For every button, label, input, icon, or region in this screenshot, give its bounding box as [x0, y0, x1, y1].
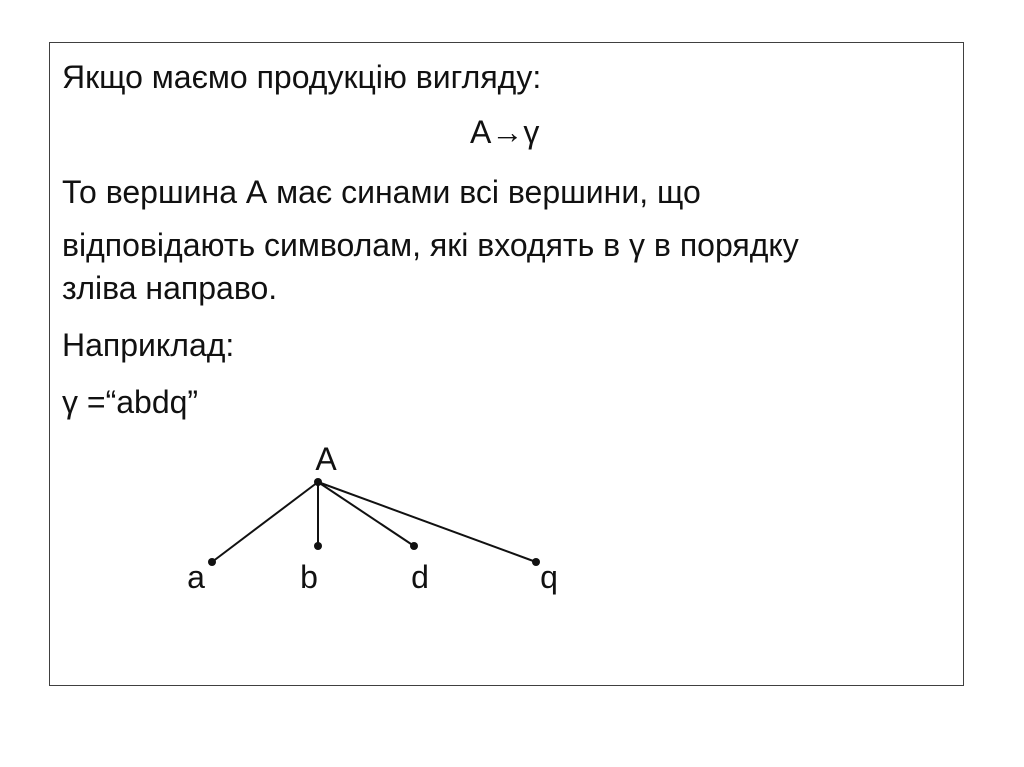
intro-text: Якщо маємо продукцію вигляду: — [62, 59, 542, 95]
example-label: Наприклад: — [62, 327, 235, 363]
node-label-b: b — [300, 559, 318, 595]
edge-a — [212, 482, 318, 562]
paragraph-line-1: То вершина А має синами всі вершини, що — [62, 174, 701, 210]
gamma-definition: γ =“abdq” — [62, 384, 199, 420]
edge-d — [318, 482, 414, 546]
edge-q — [318, 482, 536, 562]
node-q-dot — [532, 558, 540, 566]
paragraph-line-2: відповідають символам, які входять в γ в порядку — [62, 227, 799, 263]
node-label-d: d — [411, 559, 429, 595]
tree-edges — [212, 482, 536, 562]
node-a-dot — [208, 558, 216, 566]
tree-nodes — [208, 478, 540, 566]
node-label-a: a — [187, 559, 205, 595]
node-b-dot — [314, 542, 322, 550]
node-label-q: q — [540, 559, 558, 595]
paragraph-line-3: зліва направо. — [62, 270, 278, 306]
node-d-dot — [410, 542, 418, 550]
node-label-root: A — [315, 441, 337, 477]
node-root-dot — [314, 478, 322, 486]
production-rule: A→γ — [470, 114, 540, 150]
